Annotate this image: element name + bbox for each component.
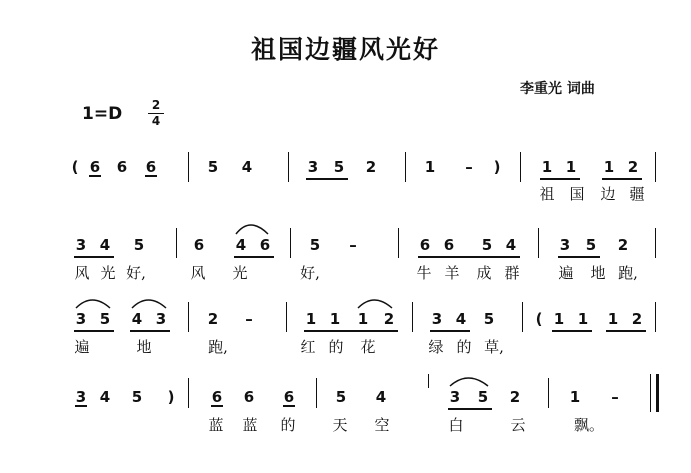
note: 6 — [280, 388, 298, 406]
lyric: 边 — [600, 185, 616, 203]
lyric: 蓝 — [208, 416, 224, 434]
lyric: 风 — [74, 264, 90, 282]
note: 2 — [207, 310, 219, 328]
note: 4 — [505, 236, 517, 254]
note: ) — [167, 388, 175, 406]
note: 6 — [243, 388, 255, 406]
note: ( — [71, 158, 79, 176]
note: 5 — [483, 310, 495, 328]
time-signature-top: 2 — [148, 98, 164, 114]
lyric: 疆 — [629, 185, 645, 203]
note: 2 — [383, 310, 395, 328]
slur — [450, 378, 488, 386]
composer-credit: 李重光 词曲 — [520, 81, 595, 97]
lyric: 遍 — [558, 264, 574, 282]
lyric: 国 — [569, 185, 585, 203]
note: 2 — [365, 158, 377, 176]
note: 5 — [99, 310, 111, 328]
note: 2 — [631, 310, 643, 328]
note: 6 — [443, 236, 455, 254]
note: 2 — [617, 236, 629, 254]
lyric: 牛 — [416, 264, 432, 282]
note: ) — [493, 158, 501, 176]
note: 6 — [259, 236, 271, 254]
lyric: 的 — [328, 338, 344, 356]
note: ( — [535, 310, 543, 328]
note: 6 — [419, 236, 431, 254]
note: 1 — [565, 158, 577, 176]
note: 4 — [241, 158, 253, 176]
lyric: 遍 — [74, 338, 90, 356]
lyric: 红 — [300, 338, 316, 356]
note: 4 — [131, 310, 143, 328]
note: 6 — [86, 158, 104, 176]
note: 3 — [431, 310, 443, 328]
note: 1 — [329, 310, 341, 328]
lyric: 跑, — [208, 338, 228, 356]
lyric: 光 — [232, 264, 248, 282]
note: 4 — [99, 388, 111, 406]
lyric: 花 — [360, 338, 376, 356]
lyric: 羊 — [444, 264, 460, 282]
lyric: 祖 — [539, 185, 555, 203]
slur — [358, 300, 392, 308]
note: 1 — [577, 310, 589, 328]
note: 5 — [335, 388, 347, 406]
note: 1 — [553, 310, 565, 328]
lyric: 跑, — [618, 264, 638, 282]
lyric: 蓝 — [242, 416, 258, 434]
note: 1 — [357, 310, 369, 328]
note: 5 — [131, 388, 143, 406]
lyric: 的 — [456, 338, 472, 356]
note: 3 — [559, 236, 571, 254]
lyric: 飘。 — [574, 416, 605, 434]
lyric: 草, — [484, 338, 504, 356]
song-title: 祖国边疆风光好 — [250, 35, 440, 64]
note: 1 — [569, 388, 581, 406]
lyric: 光 — [100, 264, 116, 282]
note: 1 — [541, 158, 553, 176]
note: 2 — [627, 158, 639, 176]
lyric: 云 — [510, 416, 526, 434]
note: 6 — [142, 158, 160, 176]
note: 4 — [375, 388, 387, 406]
key-signature: 1=D — [82, 104, 123, 124]
lyric: 群 — [504, 264, 520, 282]
note: 3 — [155, 310, 167, 328]
note: 5 — [585, 236, 597, 254]
lyric: 绿 — [428, 338, 444, 356]
note: 6 — [208, 388, 226, 406]
note: – — [349, 236, 357, 254]
note: 3 — [307, 158, 319, 176]
note: 3 — [75, 236, 87, 254]
note: 1 — [305, 310, 317, 328]
lyric: 风 — [190, 264, 206, 282]
note: 1 — [603, 158, 615, 176]
note: – — [245, 310, 253, 328]
note: 5 — [207, 158, 219, 176]
note: 4 — [235, 236, 247, 254]
lyric: 白 — [448, 416, 464, 434]
lyric: 地 — [590, 264, 606, 282]
note: – — [611, 388, 619, 406]
lyric: 空 — [374, 416, 390, 434]
note: 3 — [72, 388, 90, 406]
note: 3 — [449, 388, 461, 406]
lyric: 好, — [300, 264, 320, 282]
slur — [236, 225, 268, 234]
slur — [76, 300, 110, 308]
note: 4 — [99, 236, 111, 254]
note: 6 — [116, 158, 128, 176]
lyric: 成 — [476, 264, 492, 282]
note: 6 — [193, 236, 205, 254]
note: 1 — [607, 310, 619, 328]
note: 5 — [477, 388, 489, 406]
note: 5 — [133, 236, 145, 254]
note: 4 — [455, 310, 467, 328]
note: – — [465, 158, 473, 176]
lyric: 好, — [126, 264, 146, 282]
note: 5 — [481, 236, 493, 254]
note: 5 — [333, 158, 345, 176]
time-signature-bottom: 4 — [151, 114, 161, 128]
lyric: 天 — [332, 416, 348, 434]
lyric: 的 — [280, 416, 296, 434]
note: 1 — [424, 158, 436, 176]
lyric: 地 — [136, 338, 152, 356]
note: 2 — [509, 388, 521, 406]
slur — [132, 300, 166, 308]
note: 5 — [309, 236, 321, 254]
note: 3 — [75, 310, 87, 328]
